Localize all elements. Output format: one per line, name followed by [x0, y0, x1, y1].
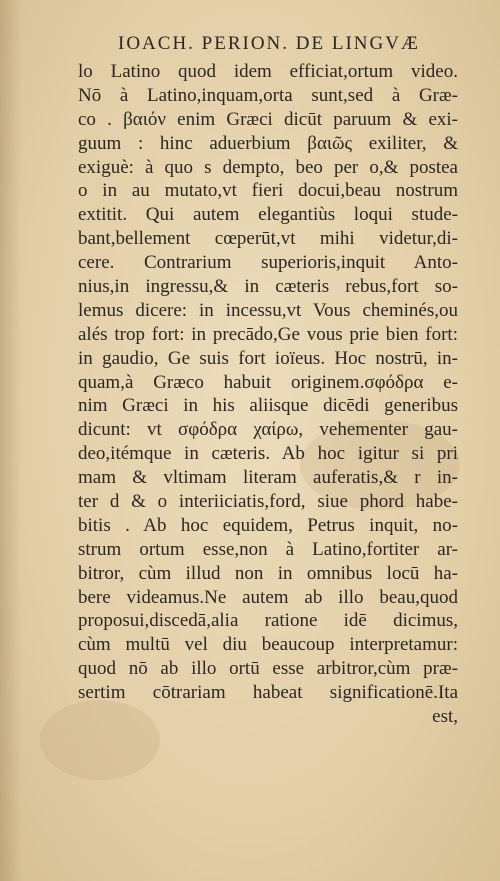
- text-line: sertim cōtrariam habeat significationē.Ita: [78, 682, 458, 704]
- text-line: guum : hinc aduerbium βαιῶς exiliter, &: [78, 132, 458, 154]
- text-line: bitis . Ab hoc equidem, Petrus inquit, no-: [78, 514, 458, 536]
- text-line: lo Latino quod idem efficiat,ortum video.: [78, 61, 458, 82]
- text-line: nim Græci in his aliisque dicēdi generibus: [78, 395, 458, 417]
- text-line: bitror, cùm illud non in omnibus locū ha-: [78, 562, 458, 584]
- text-line: lemus dicere: in incessu,vt Vous cheminés,ou: [78, 299, 458, 321]
- text-line: strum ortum esse,non à Latino,fortiter ar-: [78, 538, 458, 560]
- text-line: cùm multū vel diu beaucoup interpretamur:: [78, 634, 458, 656]
- text-line: dicunt: vt σφόδρα χαίρω, vehementer gau-: [78, 419, 458, 441]
- text-line: proposui,discedā,alia ratione idē dicimus,: [78, 610, 458, 632]
- text-line: deo,itémque in cæteris. Ab hoc igitur si pri: [78, 443, 458, 465]
- text-line: in gaudio, Ge suis fort ioïeus. Hoc nostrū, in-: [78, 347, 458, 369]
- text-line: exiguè: à quo s dempto, beo per o,& postea: [78, 156, 458, 178]
- body-text: [78, 60, 458, 729]
- text-line: alés trop fort: in precādo,Ge vous prie bien fort:: [78, 323, 458, 345]
- text-line: co . βαιόν enim Græci dicūt paruum & exi-: [78, 108, 458, 130]
- running-head: IOACH. PERION. DE LINGVÆ: [118, 33, 420, 54]
- text-line: ter d & o interiiciatis,ford, siue phord habe-: [78, 491, 458, 513]
- text-line: mam & vltimam literam auferatis,& r in-: [78, 467, 458, 489]
- text-line: extitit. Qui autem elegantiùs loqui stude-: [78, 204, 458, 226]
- catchword: est,: [432, 706, 458, 728]
- text-line: o in au mutato,vt fieri docui,beau nostrum: [78, 180, 458, 202]
- text-line: quod nō ab illo ortū esse arbitror,cùm præ-: [78, 658, 458, 680]
- text-line: nius,in ingressu,& in cæteris rebus,fort so-: [78, 276, 458, 298]
- text-line: quam,à Græco habuit originem.σφόδρα e-: [78, 371, 458, 393]
- text-line: Nō à Latino,inquam,orta sunt,sed à Græ-: [78, 84, 458, 106]
- text-line: bere videamus.Ne autem ab illo beau,quod: [78, 586, 458, 608]
- text-line: bant,bellement cœperūt,vt mihi videtur,di-: [78, 228, 458, 250]
- text-line: cere. Contrarium superioris,inquit Anto-: [78, 252, 458, 274]
